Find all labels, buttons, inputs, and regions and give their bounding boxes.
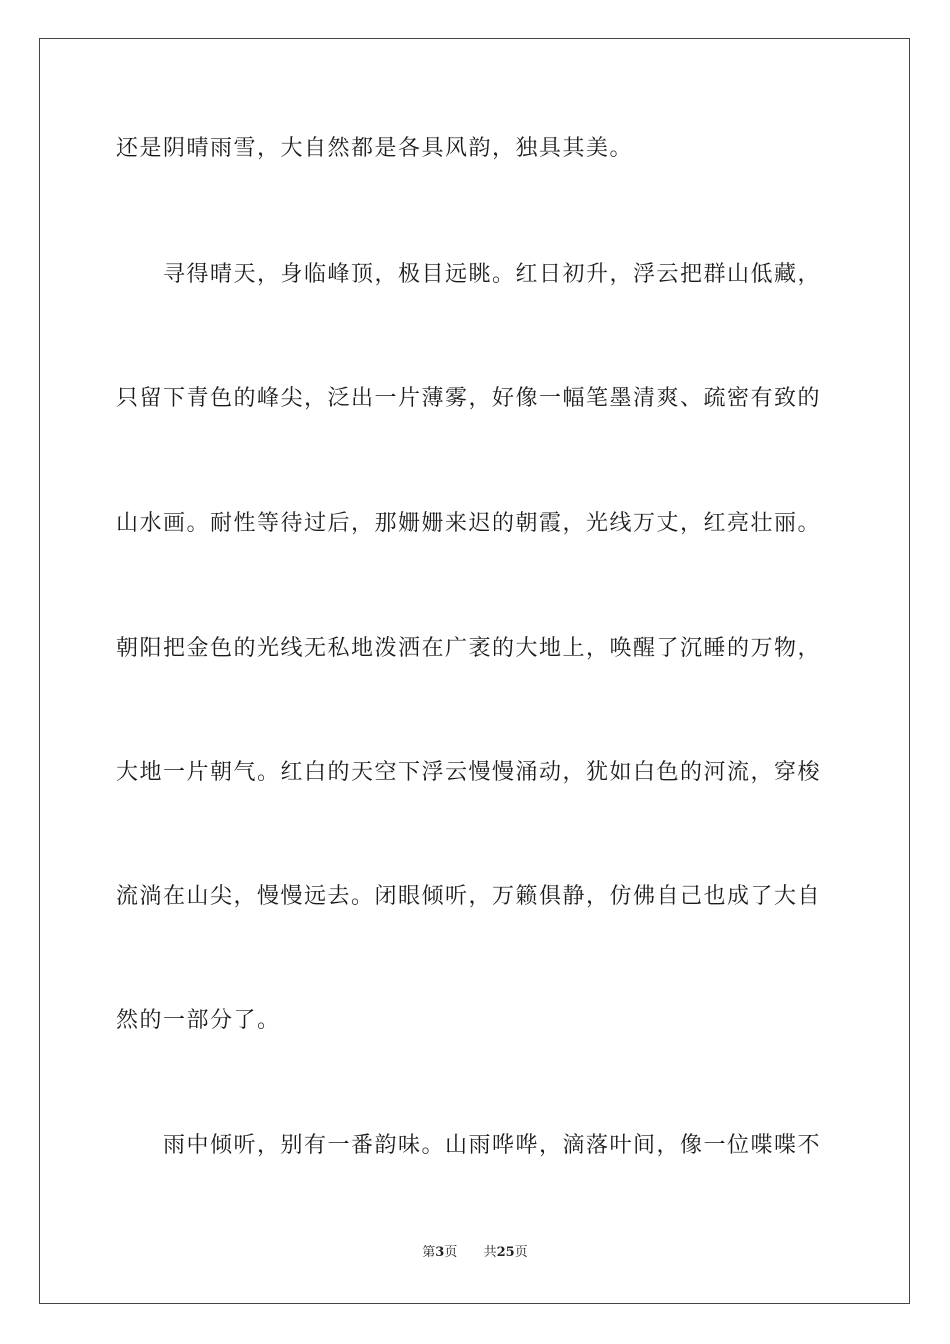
page-footer	[0, 1244, 950, 1262]
total-pages: 25	[496, 1245, 515, 1260]
page-number: 3	[435, 1245, 445, 1260]
paragraph-first-line: 寻得晴天，身临峰顶，极目远眺。红日初升，浮云把群山低藏，	[163, 262, 822, 287]
total-suffix: 页	[514, 1245, 528, 1260]
total-prefix: 共	[483, 1245, 497, 1260]
body-text-line: 大地一片朝气。红白的天空下浮云慢慢涌动，犹如白色的河流，穿梭	[116, 760, 822, 785]
body-text-line: 还是阴晴雨雪，大自然都是各具风韵，独具其美。	[116, 136, 634, 161]
page-border	[39, 38, 910, 1304]
body-text-line: 然的一部分了。	[116, 1008, 281, 1033]
body-text-line: 流淌在山尖，慢慢远去。闭眼倾听，万籁俱静，仿佛自己也成了大自	[116, 884, 822, 909]
body-text-line: 只留下青色的峰尖，泛出一片薄雾，好像一幅笔墨清爽、疏密有致的	[116, 386, 822, 411]
body-text-line: 山水画。耐性等待过后，那姗姗来迟的朝霞，光线万丈，红亮壮丽。	[116, 511, 822, 536]
paragraph-first-line: 雨中倾听，别有一番韵味。山雨哗哗，滴落叶间，像一位喋喋不	[163, 1133, 822, 1158]
page-suffix: 页	[444, 1245, 458, 1260]
body-text-line: 朝阳把金色的光线无私地泼洒在广袤的大地上，唤醒了沉睡的万物，	[116, 636, 822, 661]
page-prefix: 第	[422, 1245, 436, 1260]
